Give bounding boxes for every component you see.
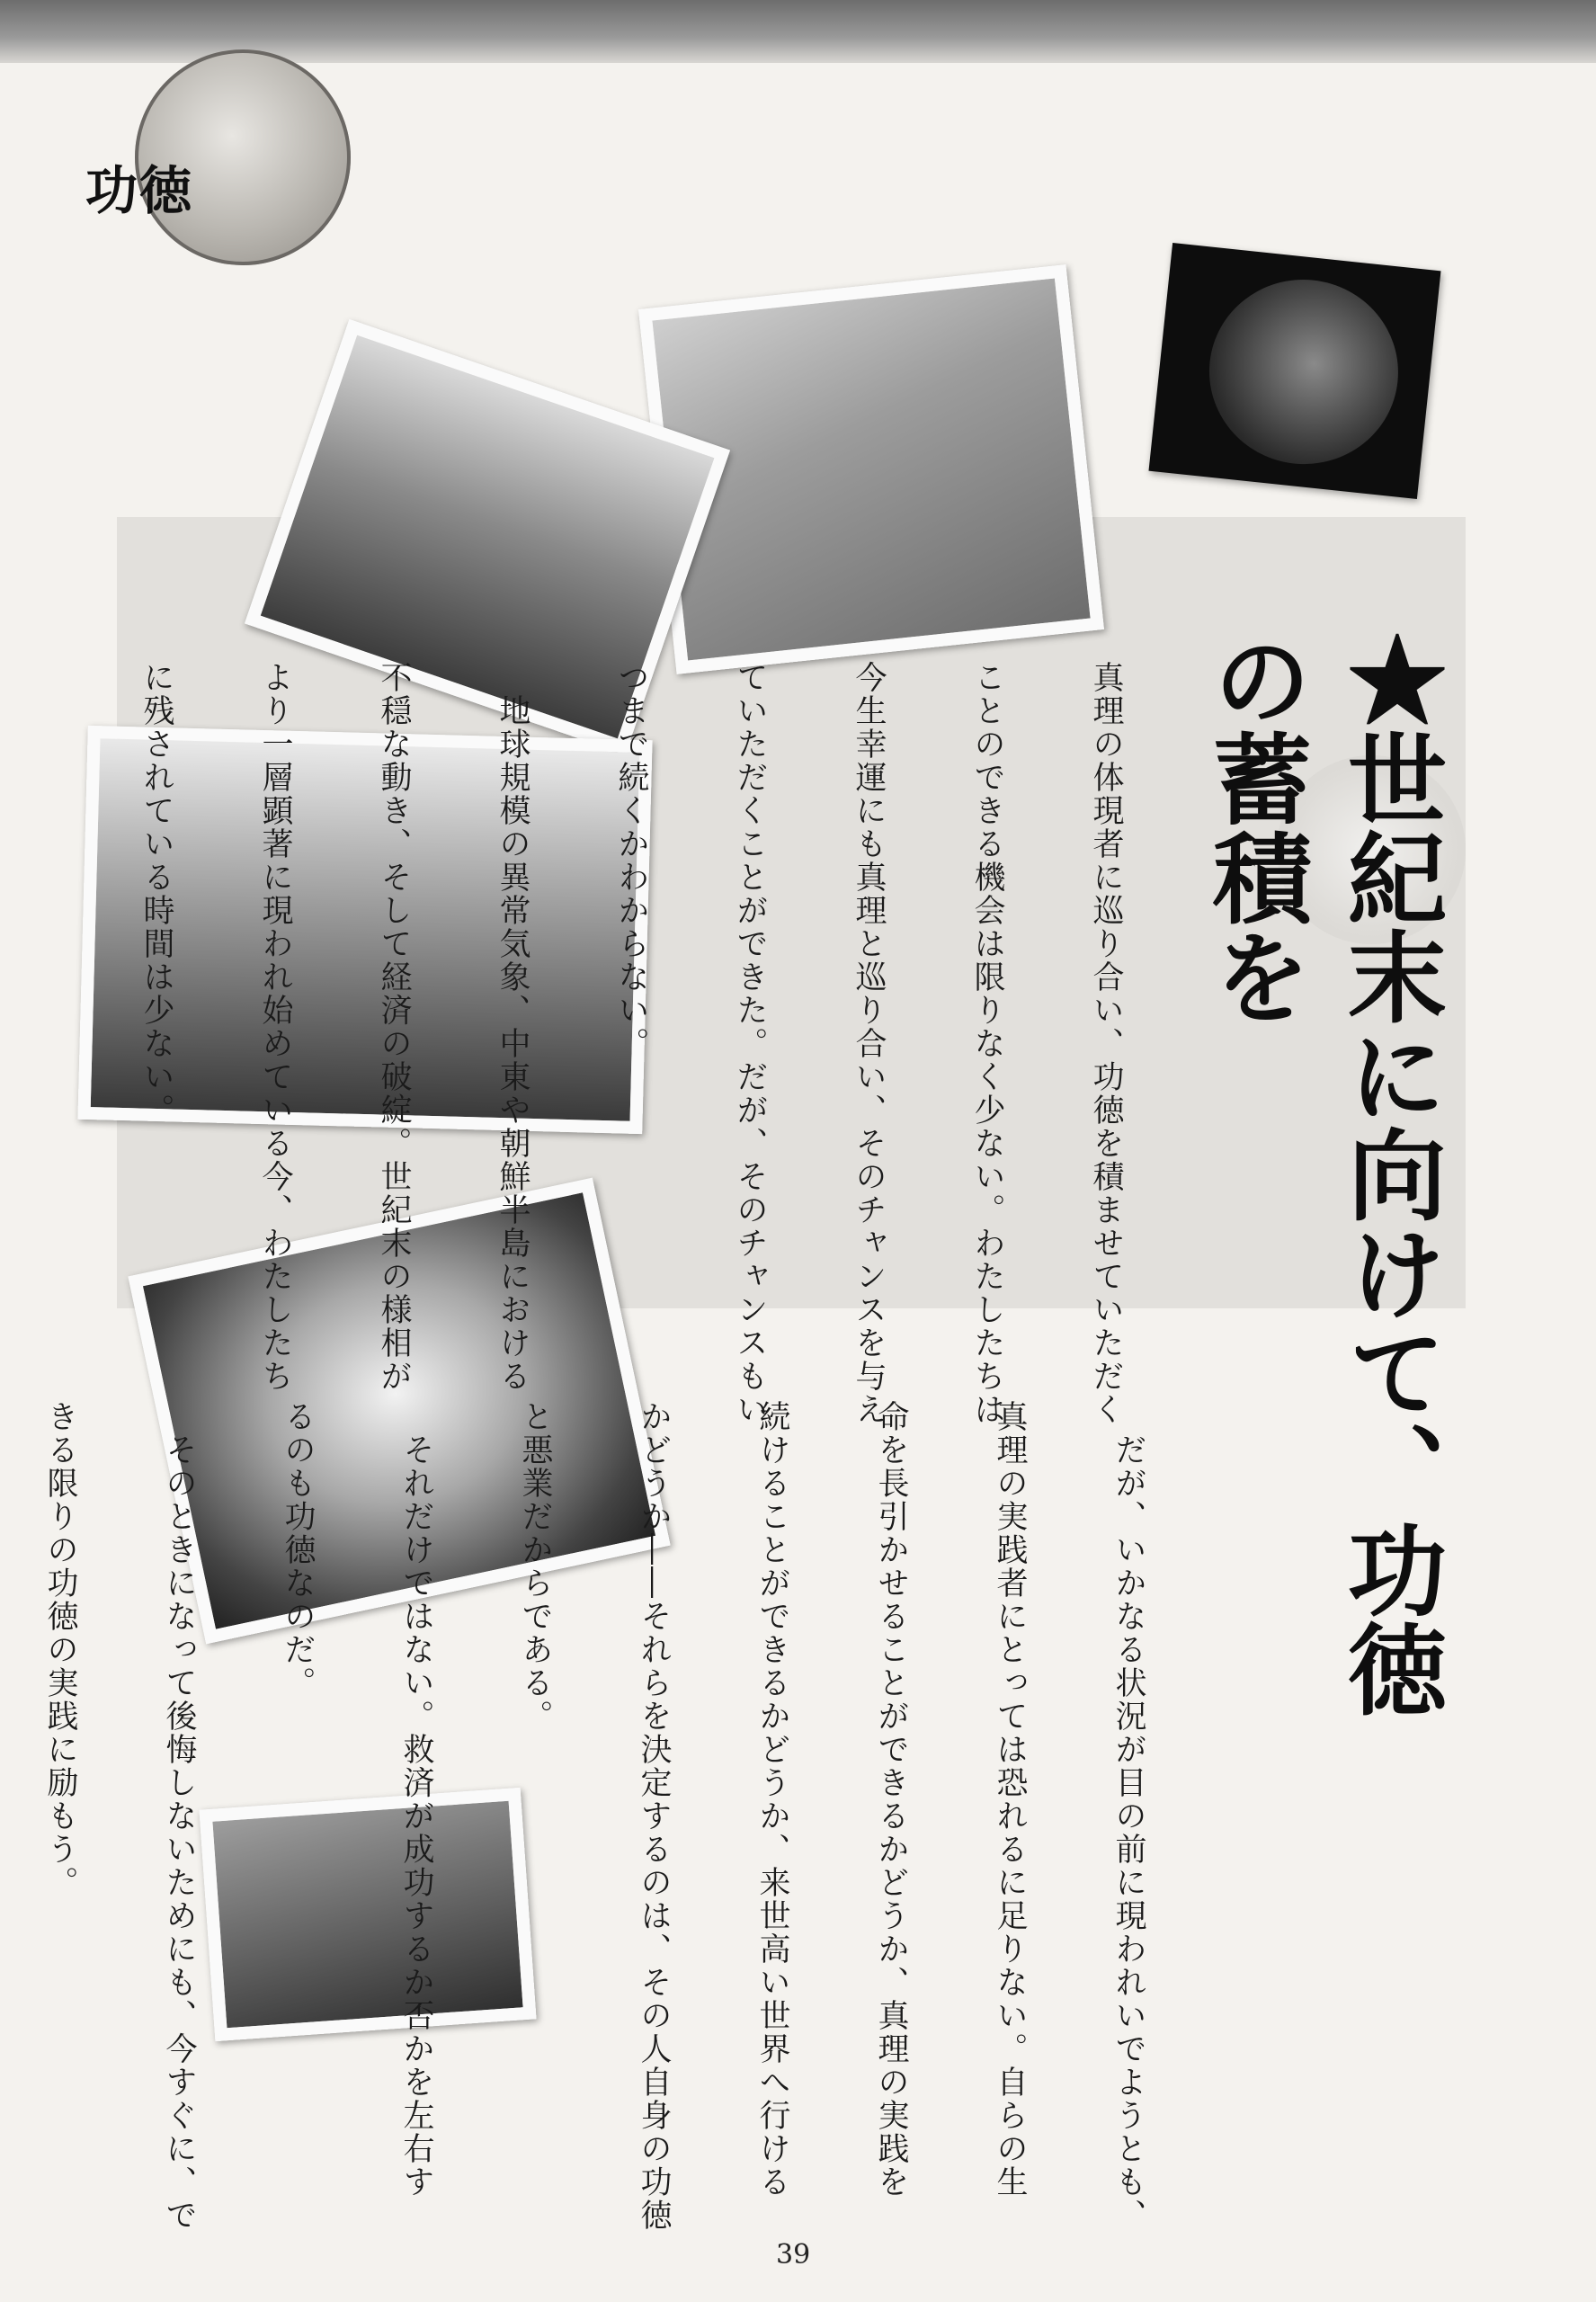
paragraph-2-line: それだけではない。救済が成功するか否かを左右す bbox=[398, 1400, 434, 2199]
paragraph-1-line: 地球規模の異常気象、中東や朝鮮半島における bbox=[495, 661, 531, 1393]
paragraph-1-line: ていただくことができた。だが、そのチャンスもい bbox=[732, 661, 768, 1426]
page-headline: ★世紀末に向けて、功徳の蓄積を bbox=[1197, 629, 1448, 1718]
paragraph-2-line: きる限りの功徳の実践に励もう。 bbox=[42, 1400, 78, 1899]
paragraph-1-line: 真理の体現者に巡り合い、功徳を積ませていただく bbox=[1088, 661, 1124, 1426]
paragraph-1-line: ことのできる機会は限りなく少ない。わたしたちは bbox=[969, 661, 1005, 1426]
paragraph-2-line: 続けることができるかどうか、来世高い世界へ行ける bbox=[754, 1400, 790, 2199]
paragraph-2-line: そのときになって後悔しないためにも、今すぐに、で bbox=[161, 1400, 197, 2232]
paragraph-2-line: だが、いかなる状況が目の前に現われいでようとも、 bbox=[1110, 1400, 1146, 2232]
photo-planet bbox=[1148, 243, 1440, 499]
paragraph-2 bbox=[42, 1400, 1227, 2232]
page-number: 39 bbox=[776, 2239, 811, 2271]
paragraph-2-line: 真理の実践者にとっては恐れるに足りない。自らの生 bbox=[992, 1400, 1028, 2199]
paragraph-1-line: に残されている時間は少ない。 bbox=[138, 661, 174, 1127]
paragraph-1-line: 不穏な動き、そして経済の破綻。世紀末の様相が bbox=[376, 661, 412, 1393]
paragraph-2-line: と悪業だからである。 bbox=[517, 1400, 553, 1733]
paragraph-1-line: つまで続くかわからない。 bbox=[613, 661, 649, 1060]
paragraph-2-line: 命を長引かせることができるかどうか、真理の実践を bbox=[873, 1400, 909, 2199]
paragraph-2-line: るのも功徳なのだ。 bbox=[280, 1400, 316, 1700]
paragraph-1-line: より一層顕著に現われ始めている今、わたしたち bbox=[257, 661, 293, 1393]
paragraph-1 bbox=[138, 661, 1205, 1426]
paragraph-2-line: かどうか――それらを決定するのは、その人自身の功徳 bbox=[636, 1400, 672, 2232]
section-label: 功徳 bbox=[85, 160, 194, 221]
paragraph-1-line: 今生幸運にも真理と巡り合い、そのチャンスを与え bbox=[851, 661, 887, 1426]
